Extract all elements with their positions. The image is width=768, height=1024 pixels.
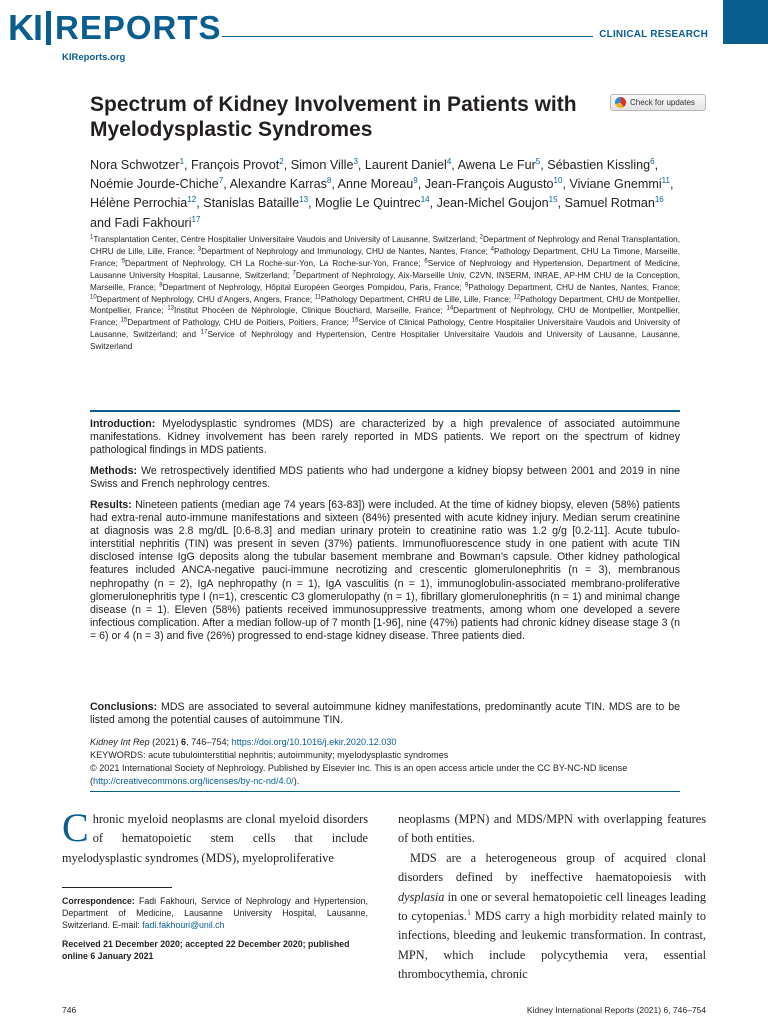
affiliation-number: 17 bbox=[200, 329, 208, 336]
body-paragraph-2 bbox=[398, 849, 706, 985]
citation-year: (2021) bbox=[149, 737, 181, 747]
affiliation-number: 8 bbox=[159, 281, 163, 288]
affiliation-text: Department of Nephrology and Immunology, CHU de Nantes, Nantes, France; bbox=[201, 246, 491, 256]
results-text: Nineteen patients (median age 74 years [63-83]) were included. At the time of kidney biopsy, eleven (58%) patients had extra-renal auto-immune manifestations and sixteen (84%) presented with acute kidney injury. Median serum creatinine at diagnosis was 2.8 mg/dL [0.6-8.3] and median urinary protein to creatinine ratio was 1.2 g/g [0.2-11]. Acute tubulo-interstitial nephritis (TIN) was present in seven (37%) patients. Immunofluorescence study in one patient with acute TIN disclosed intense IgG deposits along the tubular basement membrane and Bowman’s capsule. Other kidney pathological features included ANCA-negative pauci-immune necrotizing and crescentic glomerulonephritis (n = 3), membranous nephropathy (n = 2), IgA nephropathy (n = 1), IgA vasculitis (n = 1), immunoglobulin-associated membrano-proliferative glomerulonephritis type I (n=1), crescentic C3 glomerulopathy (n = 1), fibrillary glomerulonephritis (n = 1) and minimal change disease (n = 1). Eleven (58%) patients received immunosuppressive treatments, among whom one developed a severe infectious complication. After a median follow-up of 7 month [1-96], nine (47%) patients had chronic kidney disease stage 3 (n = 6) or 4 (n = 3) and five (26%) progressed to end-stage kidney disease. Three patients died. bbox=[90, 499, 680, 642]
copyright bbox=[90, 762, 680, 787]
affiliation-number: 2 bbox=[479, 234, 484, 241]
body-p2-b: in one or several hematopoietic cell lineages leading to cytopenias. bbox=[398, 889, 706, 924]
author-affiliation-ref: 15 bbox=[548, 195, 558, 205]
doi-link[interactable]: https://doi.org/10.1016/j.ekir.2020.12.030 bbox=[231, 737, 397, 747]
citation-journal: Kidney Int Rep bbox=[90, 737, 150, 747]
author[interactable]: Moglie Le Quintrec bbox=[315, 196, 421, 211]
affiliation-number: 3 bbox=[197, 246, 202, 253]
author[interactable]: Simon Ville bbox=[290, 158, 354, 172]
abstract-methods bbox=[90, 465, 680, 491]
logo-divider bbox=[46, 11, 51, 45]
affiliation-number: 1 bbox=[90, 234, 94, 241]
author-affiliation-ref: 13 bbox=[299, 195, 309, 205]
methods-text: We retrospectively identified MDS patients who had undergone a kidney biopsy between 2001 and 2019 in nine Swiss and French nephrology centres. bbox=[90, 465, 680, 491]
affiliation-text: Department of Nephrology, CH La Roche-sur-Yon, La Roche-sur-Yon, France; bbox=[125, 258, 425, 268]
body-right-column bbox=[398, 810, 706, 985]
affiliation-text: Department of Nephrology, CHU d’Angers, Angers, France; bbox=[96, 294, 315, 304]
author[interactable]: Sébastien Kissling bbox=[547, 158, 651, 172]
page-number: 746 bbox=[62, 1005, 77, 1015]
author-affiliation-ref: 6 bbox=[650, 156, 655, 166]
affiliation-text: Pathology Department, CHU de Nantes, Nantes, France; bbox=[468, 282, 680, 292]
footer-journal-ref: Kidney International Reports (2021) 6, 746–754 bbox=[526, 1005, 706, 1015]
body-left-text: hronic myeloid neoplasms are clonal myeloid disorders of hematopoietic stem cells that include myelodysplastic syndromes (MDS), myeloproliferative bbox=[62, 812, 368, 865]
conclusions-label: Conclusions: bbox=[90, 701, 158, 713]
author-affiliation-ref: 9 bbox=[413, 176, 418, 186]
intro-label: Introduction: bbox=[90, 418, 156, 430]
side-tab bbox=[723, 0, 768, 44]
drop-cap: C bbox=[62, 805, 89, 850]
journal-url[interactable]: KIReports.org bbox=[62, 52, 126, 63]
body-paragraph-1: neoplasms (MPN) and MDS/MPN with overlapping features of both entities. bbox=[398, 812, 706, 846]
affiliation-number: 6 bbox=[424, 258, 428, 265]
author-affiliation-ref: 8 bbox=[326, 176, 332, 186]
author[interactable]: Nora Schwotzer bbox=[90, 158, 180, 172]
affiliation-text: Pathology Department, CHU La Timone, Marseille, France; bbox=[90, 246, 681, 268]
logo-ki: KI bbox=[8, 7, 42, 48]
author-affiliation-ref: 4 bbox=[446, 156, 452, 166]
correspondence bbox=[62, 895, 368, 932]
affiliation-text: Service of Nephrology and Hypertension, Department of Medicine, Lausanne University Hospital, Lausanne, Switzerland; bbox=[90, 258, 680, 280]
affiliations bbox=[90, 234, 680, 353]
abstract bbox=[90, 410, 680, 792]
author[interactable]: Noémie Jourde-Chiche bbox=[90, 177, 219, 192]
affiliation-text: Department of Nephrology and Renal Transplantation, CHRU de Lille, Lille, France; bbox=[90, 235, 680, 256]
conclusions-text: MDS are associated to several autoimmune kidney manifestations, predominantly acute TIN. MDS are to be listed among the potential causes of autoimmune TIN. bbox=[90, 701, 680, 727]
body-left-column bbox=[62, 805, 368, 868]
author[interactable]: Samuel Rotman bbox=[564, 196, 655, 211]
affiliation-number: 14 bbox=[446, 305, 454, 312]
author-affiliation-ref: 2 bbox=[279, 156, 284, 166]
journal-logo bbox=[8, 7, 222, 48]
article-dates: Received 21 December 2020; accepted 22 December 2020; published online 6 January 2021 bbox=[62, 939, 350, 962]
author[interactable]: Hélène Perrochia bbox=[90, 196, 188, 211]
copyright-end: ). bbox=[293, 775, 300, 786]
affiliation-text: Department of Nephrology, Hôpital Européen Georges Pompidou, Paris, France; bbox=[162, 282, 465, 292]
author[interactable]: Jean-Michel Goujon bbox=[436, 196, 549, 211]
citation-line bbox=[90, 736, 680, 749]
author-affiliation-ref: 1 bbox=[179, 156, 185, 166]
affiliation-text: Transplantation Center, Centre Hospitalier Universitaire Vaudois and University of Lausanne, Switzerland; bbox=[93, 235, 480, 244]
author-affiliation-ref: 7 bbox=[218, 176, 224, 186]
author[interactable]: François Provot bbox=[191, 158, 280, 172]
crossmark-icon bbox=[615, 97, 626, 108]
author[interactable]: Fadi Fakhouri bbox=[114, 215, 192, 230]
author-affiliation-ref: 3 bbox=[353, 156, 358, 166]
affiliation-text: Department of Pathology, CHU de Poitiers, Poitiers, France; bbox=[127, 318, 352, 328]
author-affiliation-ref: 17 bbox=[191, 214, 201, 224]
license-link[interactable]: http://creativecommons.org/licenses/by-nc-nd/4.0/ bbox=[93, 775, 294, 786]
author-affiliation-ref: 14 bbox=[420, 195, 430, 205]
affiliation-text: Pathology Department, CHRU de Lille, Lille, France; bbox=[320, 294, 514, 304]
intro-text: Myelodysplastic syndromes (MDS) are characterized by a high prevalence of associated autoimmune manifestations. Kidney involvement has been rarely reported in MDS patients. We report on the spectrum of kidney pathological findings in MDS patients. bbox=[90, 418, 680, 457]
affiliation-number: 4 bbox=[490, 246, 494, 253]
affiliation-text: Service of Clinical Pathology, Centre Hospitalier Universitaire Vaudois and University of Lausanne, Switzerland; and bbox=[90, 318, 680, 340]
author[interactable]: Anne Moreau bbox=[337, 177, 414, 192]
body-p2-c: MDS carry a high morbidity related mainly to infections, bleeding and leukemic transformation. In contrast, MPN, which include polycythemia vera, essential thrombocythemia, chronic bbox=[398, 909, 706, 982]
author[interactable]: Jean-François Augusto bbox=[424, 177, 554, 192]
copyright-text: © 2021 International Society of Nephrology. Published by Elsevier Inc. This is an open access article under the CC BY-NC-ND license ( bbox=[90, 763, 628, 786]
email-link[interactable]: fadi.fakhouri@unil.ch bbox=[142, 920, 225, 931]
affiliation-number: 7 bbox=[292, 269, 296, 276]
reference-link[interactable]: 1 bbox=[467, 907, 471, 917]
results-label: Results: bbox=[90, 499, 132, 511]
correspondence-label: Correspondence: bbox=[62, 896, 135, 906]
affiliation-text: Department of Nephrology, Aix-Marseille Univ, C2VN, INSERM, INRAE, AP-HM CHU de la Conception, Marseille, France; bbox=[90, 270, 680, 292]
abstract-results bbox=[90, 499, 680, 643]
citation-pages: , 746–754; bbox=[186, 737, 232, 747]
author[interactable]: Laurent Daniel bbox=[364, 158, 447, 172]
author-affiliation-ref: 11 bbox=[661, 176, 670, 186]
affiliation-number: 16 bbox=[351, 317, 359, 324]
author-affiliation-ref: 16 bbox=[654, 195, 664, 205]
section-label: CLINICAL RESEARCH bbox=[593, 29, 708, 40]
affiliation-text: Institut Phocéen de Néphrologie, Clinique Bouchard, Marseille, France; bbox=[174, 306, 447, 316]
author[interactable]: Viviane Gnemmi bbox=[569, 177, 662, 192]
correspondence-text: Fadi Fakhouri, Service of Nephrology and Hypertension, Department of Medicine, Lausanne University Hospital, Lausanne, Switzerland. E-mail: bbox=[62, 896, 368, 931]
methods-label: Methods: bbox=[90, 465, 138, 477]
affiliation-text: Pathology Department, CHU de Montpellier, Montpellier, France; bbox=[90, 294, 680, 316]
citation-volume: 6 bbox=[181, 737, 187, 747]
abstract-conclusions bbox=[90, 701, 680, 727]
author-affiliation-ref: 10 bbox=[553, 176, 563, 186]
affiliation-number: 12 bbox=[513, 293, 521, 300]
author-list: Nora Schwotzer$^1$, François Provot$^2$, Simon Ville$^3$, Laurent Daniel$^4$, Awena Le Fur$^5$, Sébastien Kissling$^6$, Noémie Jourde-Chiche$^7$, Alexandre Karras$^8$, Anne Moreau$^9$, Jean-François Augusto$^{10}$, Viviane Gnemmi$^{11}$, Hélène Perrochia$^{12}$, Stanislas Bataille$^{13}$, Moglie Le Quintrec$^{14}$, Jean-Michel Goujon$^{15}$, Samuel Rotman$^{16}$ and Fadi Fakhouri$^{17}$ bbox=[90, 156, 674, 230]
author[interactable]: Awena Le Fur bbox=[457, 158, 536, 172]
affiliation-text: Service of Nephrology and Hypertension, Centre Hospitalier Universitaire Vaudois and University of Lausanne, Lausanne, Switzerland bbox=[90, 330, 680, 352]
affiliation-number: 5 bbox=[121, 258, 126, 265]
affiliation-number: 9 bbox=[464, 281, 469, 288]
author-affiliation-ref: 5 bbox=[535, 156, 541, 166]
abstract-introduction bbox=[90, 418, 680, 457]
body-p2-italic: dysplasia bbox=[398, 889, 445, 904]
affiliation-number: 13 bbox=[167, 305, 175, 312]
footnote-rule bbox=[62, 887, 172, 888]
article-title: Spectrum of Kidney Involvement in Patients with Myelodysplastic Syndromes bbox=[90, 93, 577, 141]
keywords: KEYWORDS: acute tubulointerstitial nephritis; autoimmunity; myelodysplastic syndromes bbox=[90, 750, 449, 760]
check-updates-label: Check for updates bbox=[630, 98, 695, 107]
author[interactable]: Stanislas Bataille bbox=[203, 196, 300, 211]
affiliation-number: 10 bbox=[90, 293, 97, 300]
affiliation-number: 11 bbox=[314, 293, 321, 300]
affiliation-text: Department of Nephrology, CHU de Montpellier, Montpellier, France; bbox=[90, 306, 680, 328]
check-updates-button[interactable] bbox=[610, 94, 706, 111]
logo-reports: REPORTS bbox=[55, 9, 222, 46]
affiliation-number: 15 bbox=[120, 317, 128, 324]
body-p2-a: MDS are a heterogeneous group of acquired clonal disorders defined by ineffective haematopoiesis with bbox=[398, 850, 706, 885]
author-affiliation-ref: 12 bbox=[187, 195, 197, 205]
author[interactable]: Alexandre Karras bbox=[229, 177, 327, 192]
